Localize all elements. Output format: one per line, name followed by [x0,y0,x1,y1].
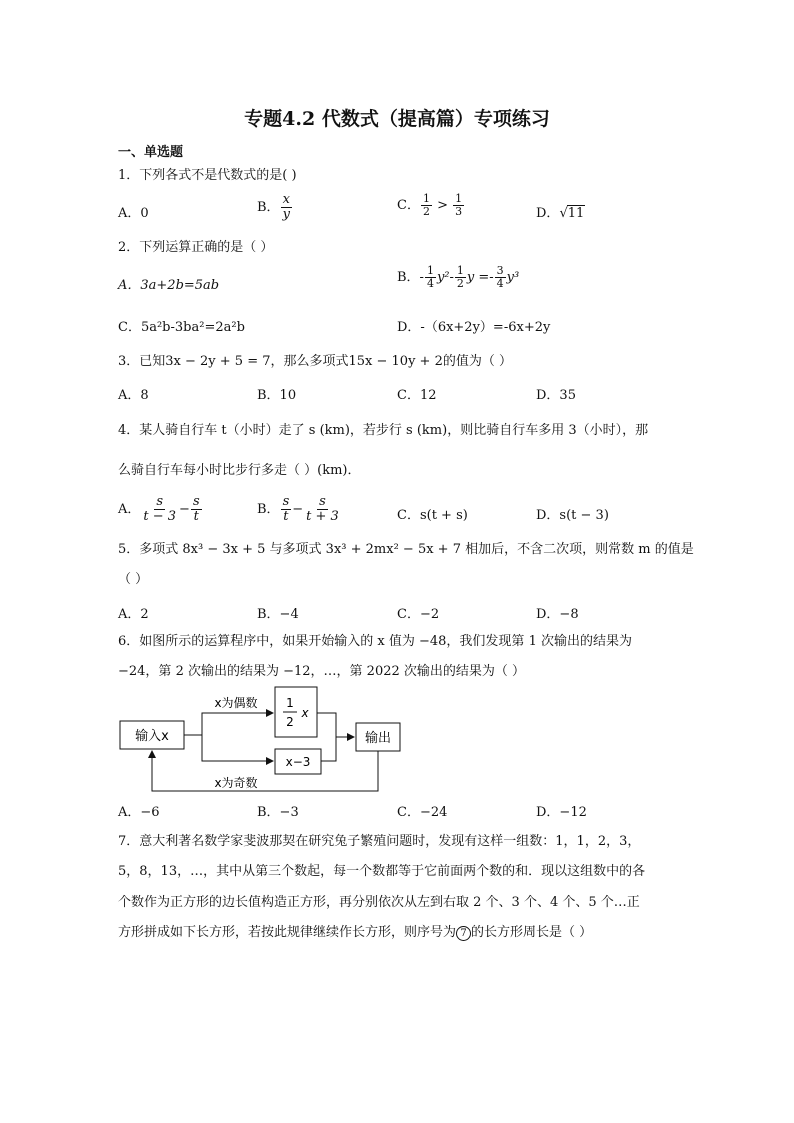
sqrt-symbol: √ [559,206,568,221]
flowchart-odd-label: x为奇数 [214,776,258,790]
q4-option-c: C．s(t + s) [397,508,468,523]
fraction: $\frac{3}{4}$ [496,264,504,290]
q5-option-c: C．−2 [397,607,440,622]
q2-option-a: A．3a+2b=5ab [118,278,220,293]
question-6-line-1: 6．如图所示的运算程序中，如果开始输入的 x 值为 −48，我们发现第 1 次输出的结果为 [118,634,632,649]
q5-option-a: A．2 [118,607,149,622]
question-7-line-2: 5，8，13，…，其中从第三个数起，每一个数都等于它前面两个数的和．现以这组数中的各 [118,864,646,879]
fraction: $\frac{1}{4}$ [426,264,434,290]
question-2-stem: 2．下列运算正确的是（ ） [118,240,274,255]
question-4-line-2: 么骑自行车每小时比步行多走（ ）(km)． [118,463,361,478]
flowchart-odd-arrow [202,735,273,761]
circled-number: 7 [456,926,471,941]
question-1-stem: 1．下列各式不是代数式的是( ) [118,168,297,183]
flowchart-half-variable: x [301,706,309,720]
fraction: $\frac{s}{t}$ [192,494,200,524]
q3-option-b: B．10 [257,388,297,403]
question-5-line-1: 5．多项式 8x³ − 3x + 5 与多项式 3x³ + 2mx² − 5x + 7 相加后，不含二次项，则常数 m 的值是 [118,542,694,557]
question-7-line-4: 方形拼成如下长方形，若按此规律继续作长方形，则序号为 7 的长方形周长是（ ） [118,925,593,940]
q5-option-b: B．−4 [257,607,299,622]
q2-option-b: B．- $\frac{1}{4}$ y²- $\frac{1}{2}$ y =- $\frac{3}{4}$ y³ [397,264,520,290]
question-7-line-1: 7．意大利著名数学家斐波那契在研究兔子繁殖问题时，发现有这样一组数：1，1，2，3， [118,834,641,849]
fraction: $\frac{1}{2}$ [456,264,464,290]
q1-option-a: A．0 [118,206,149,221]
question-5-line-2: （ ） [118,572,149,587]
flowchart-half-denominator: 2 [286,715,294,729]
q4-option-b: B． $\frac{s}{t}$ − $\frac{s}{t + 3}$ [257,494,339,524]
q1-option-b: B． $\frac{x}{y}$ [257,192,290,222]
q3-option-d: D．35 [536,388,576,403]
q6-option-c: C．−24 [397,805,448,820]
q5-option-d: D．−8 [536,607,579,622]
q2-option-d: D．-（6x+2y）=-6x+2y [397,320,551,335]
flowchart-to-output-arrow [317,713,354,737]
q6-option-b: B．−3 [257,805,299,820]
q1-option-c: C． $\frac{1}{2}$ > $\frac{1}{3}$ [397,192,463,218]
question-6-line-2: −24，第 2 次输出的结果为 −12，…，第 2022 次输出的结果为（ ） [118,664,526,679]
flowchart-minus3-label: x−3 [285,755,311,769]
q3-option-c: C．12 [397,388,437,403]
flowchart-even-label: x为偶数 [214,696,258,710]
fraction: $\frac{s}{t + 3}$ [306,494,339,524]
fraction: $\frac{1}{3}$ [455,192,463,218]
fraction: $\frac{1}{2}$ [422,192,430,218]
page-title: 专题4.2 代数式（提高篇）专项练习 [244,108,550,130]
question-3-stem: 3．已知3x − 2y + 5 = 7，那么多项式15x − 10y + 2的值为（ ） [118,354,512,369]
flowchart-input-label: 输入x [135,729,169,744]
flowchart-loop-arrow [152,751,378,791]
q6-option-d: D．−12 [536,805,587,820]
q4-option-a: A． $\frac{s}{t - 3}$ − $\frac{s}{t}$ [118,494,200,524]
q2-option-c: C．5a²b-3ba²=2a²b [118,320,245,335]
q4-option-d: D．s(t − 3) [536,508,609,523]
question-7-line-3: 个数作为正方形的边长值构造正方形，再分别依次从左到右取 2 个、3 个、4 个、5 个…正 [118,895,640,910]
q6-option-a: A．−6 [118,805,160,820]
q1-option-d: D．√11 [536,206,585,221]
fraction: $\frac{s}{t}$ [282,494,290,524]
fraction: $\frac{s}{t - 3}$ [143,494,177,524]
flowchart-diagram [118,683,408,795]
question-4-line-1: 4．某人骑自行车 t（小时）走了 s (km)，若步行 s (km)，则比骑自行车多用 3（小时），那 [118,423,649,438]
section-heading: 一、单选题 [118,145,184,160]
fraction: $\frac{x}{y}$ [282,192,290,222]
flowchart-output-label: 输出 [364,731,392,746]
flowchart-half-numerator: 1 [286,696,294,710]
flowchart-even-arrow [184,713,273,735]
q3-option-a: A．8 [118,388,149,403]
flowchart-merge-line [321,737,336,761]
